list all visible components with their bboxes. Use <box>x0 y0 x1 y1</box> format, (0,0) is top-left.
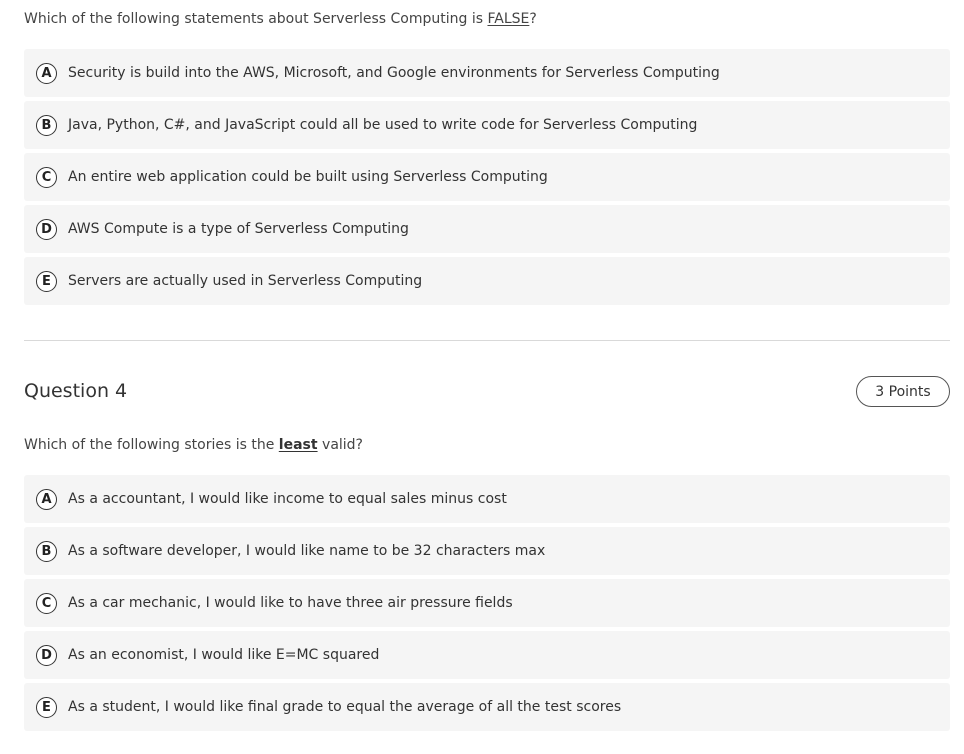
question-4-options <box>24 475 950 735</box>
question-4-prompt-end: valid? <box>317 437 363 453</box>
option-text: AWS Compute is a type of Serverless Computing <box>68 221 409 237</box>
question-3-option-c[interactable] <box>24 153 950 201</box>
question-3-option-d[interactable] <box>24 205 950 253</box>
option-letter-badge: E <box>36 697 57 718</box>
option-letter-badge: B <box>36 541 57 562</box>
option-text: Java, Python, C#, and JavaScript could all be used to write code for Serverless Computing <box>68 117 698 133</box>
question-divider <box>24 340 950 341</box>
option-letter-badge: D <box>36 645 57 666</box>
question-3-option-e[interactable] <box>24 257 950 305</box>
option-letter-badge: D <box>36 219 57 240</box>
option-text: As an economist, I would like E=MC squared <box>68 647 380 663</box>
question-4-option-e[interactable] <box>24 683 950 731</box>
question-3-prompt-emphasis: FALSE <box>487 11 530 27</box>
question-4-points-badge: 3 Points <box>856 376 950 407</box>
question-4-prompt-emphasis: least <box>278 437 318 453</box>
question-3-option-b[interactable] <box>24 101 950 149</box>
option-text: An entire web application could be built using Serverless Computing <box>68 169 548 185</box>
question-4-prompt-text: Which of the following stories is the <box>24 437 279 453</box>
question-4-prompt <box>24 437 363 453</box>
option-letter-badge: A <box>36 63 57 84</box>
option-letter-badge: C <box>36 167 57 188</box>
question-3-prompt-end: ? <box>529 11 537 27</box>
question-4-title: Question 4 <box>24 380 128 402</box>
option-letter-badge: A <box>36 489 57 510</box>
option-letter-badge: B <box>36 115 57 136</box>
option-text: As a car mechanic, I would like to have three air pressure fields <box>68 595 513 611</box>
option-text: As a accountant, I would like income to equal sales minus cost <box>68 491 507 507</box>
option-text: Servers are actually used in Serverless Computing <box>68 273 423 289</box>
question-3-prompt <box>24 11 537 27</box>
question-3-prompt-text: Which of the following statements about Serverless Computing is <box>24 11 488 27</box>
question-4-option-a[interactable] <box>24 475 950 523</box>
option-text: As a software developer, I would like name to be 32 characters max <box>68 543 546 559</box>
option-text: Security is build into the AWS, Microsoft, and Google environments for Serverless Computing <box>68 65 720 81</box>
question-3-option-a[interactable] <box>24 49 950 97</box>
option-letter-badge: E <box>36 271 57 292</box>
question-4-option-d[interactable] <box>24 631 950 679</box>
option-letter-badge: C <box>36 593 57 614</box>
option-text: As a student, I would like final grade to equal the average of all the test scores <box>68 699 622 715</box>
question-3-options <box>24 49 950 309</box>
question-4-option-b[interactable] <box>24 527 950 575</box>
question-4-option-c[interactable] <box>24 579 950 627</box>
